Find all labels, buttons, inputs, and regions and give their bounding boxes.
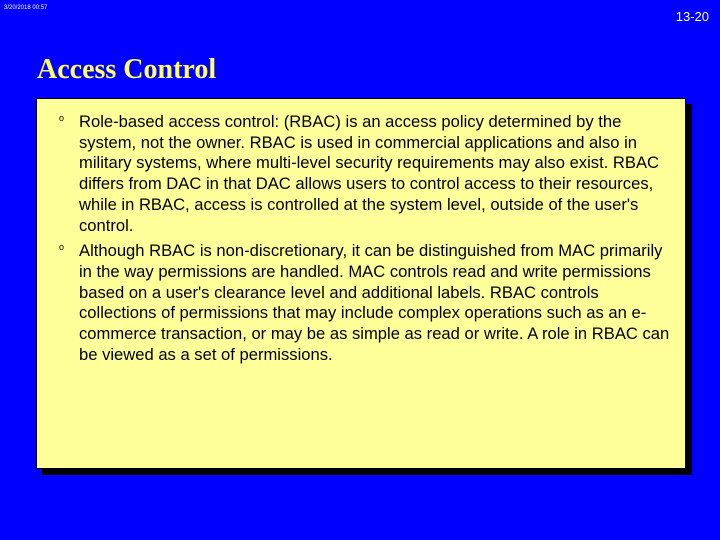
bullet-marker-icon: o — [59, 113, 65, 123]
bullet-list — [59, 112, 677, 370]
datestamp: 3/20/2018 00:57 — [4, 5, 48, 11]
slide-title: Access Control — [37, 54, 217, 85]
bullet-item — [59, 112, 677, 236]
content-box — [36, 98, 686, 469]
bullet-text: Role-based access control: (RBAC) is an access policy determined by the system, not the owner. RBAC is used in commercial applications and also in military systems, where multi-level security requirements may also exist. RBAC differs from DAC in that DAC allows users to control access to their resources, while in RBAC, access is controlled at the system level, outside of the user's control. — [79, 112, 660, 235]
slide-number: 13-20 — [675, 9, 709, 24]
bullet-item — [59, 241, 677, 365]
bullet-text: Although RBAC is non-discretionary, it can be distinguished from MAC primarily in the way permissions are handled. MAC controls read and write permissions based on a user's clearance level and additional labels. RBAC controls collections of permissions that may include complex operations such as an e-commerce transaction, or may be as simple as read or write. A role in RBAC can be viewed as a set of permissions. — [79, 241, 670, 364]
bullet-marker-icon: o — [59, 242, 65, 253]
